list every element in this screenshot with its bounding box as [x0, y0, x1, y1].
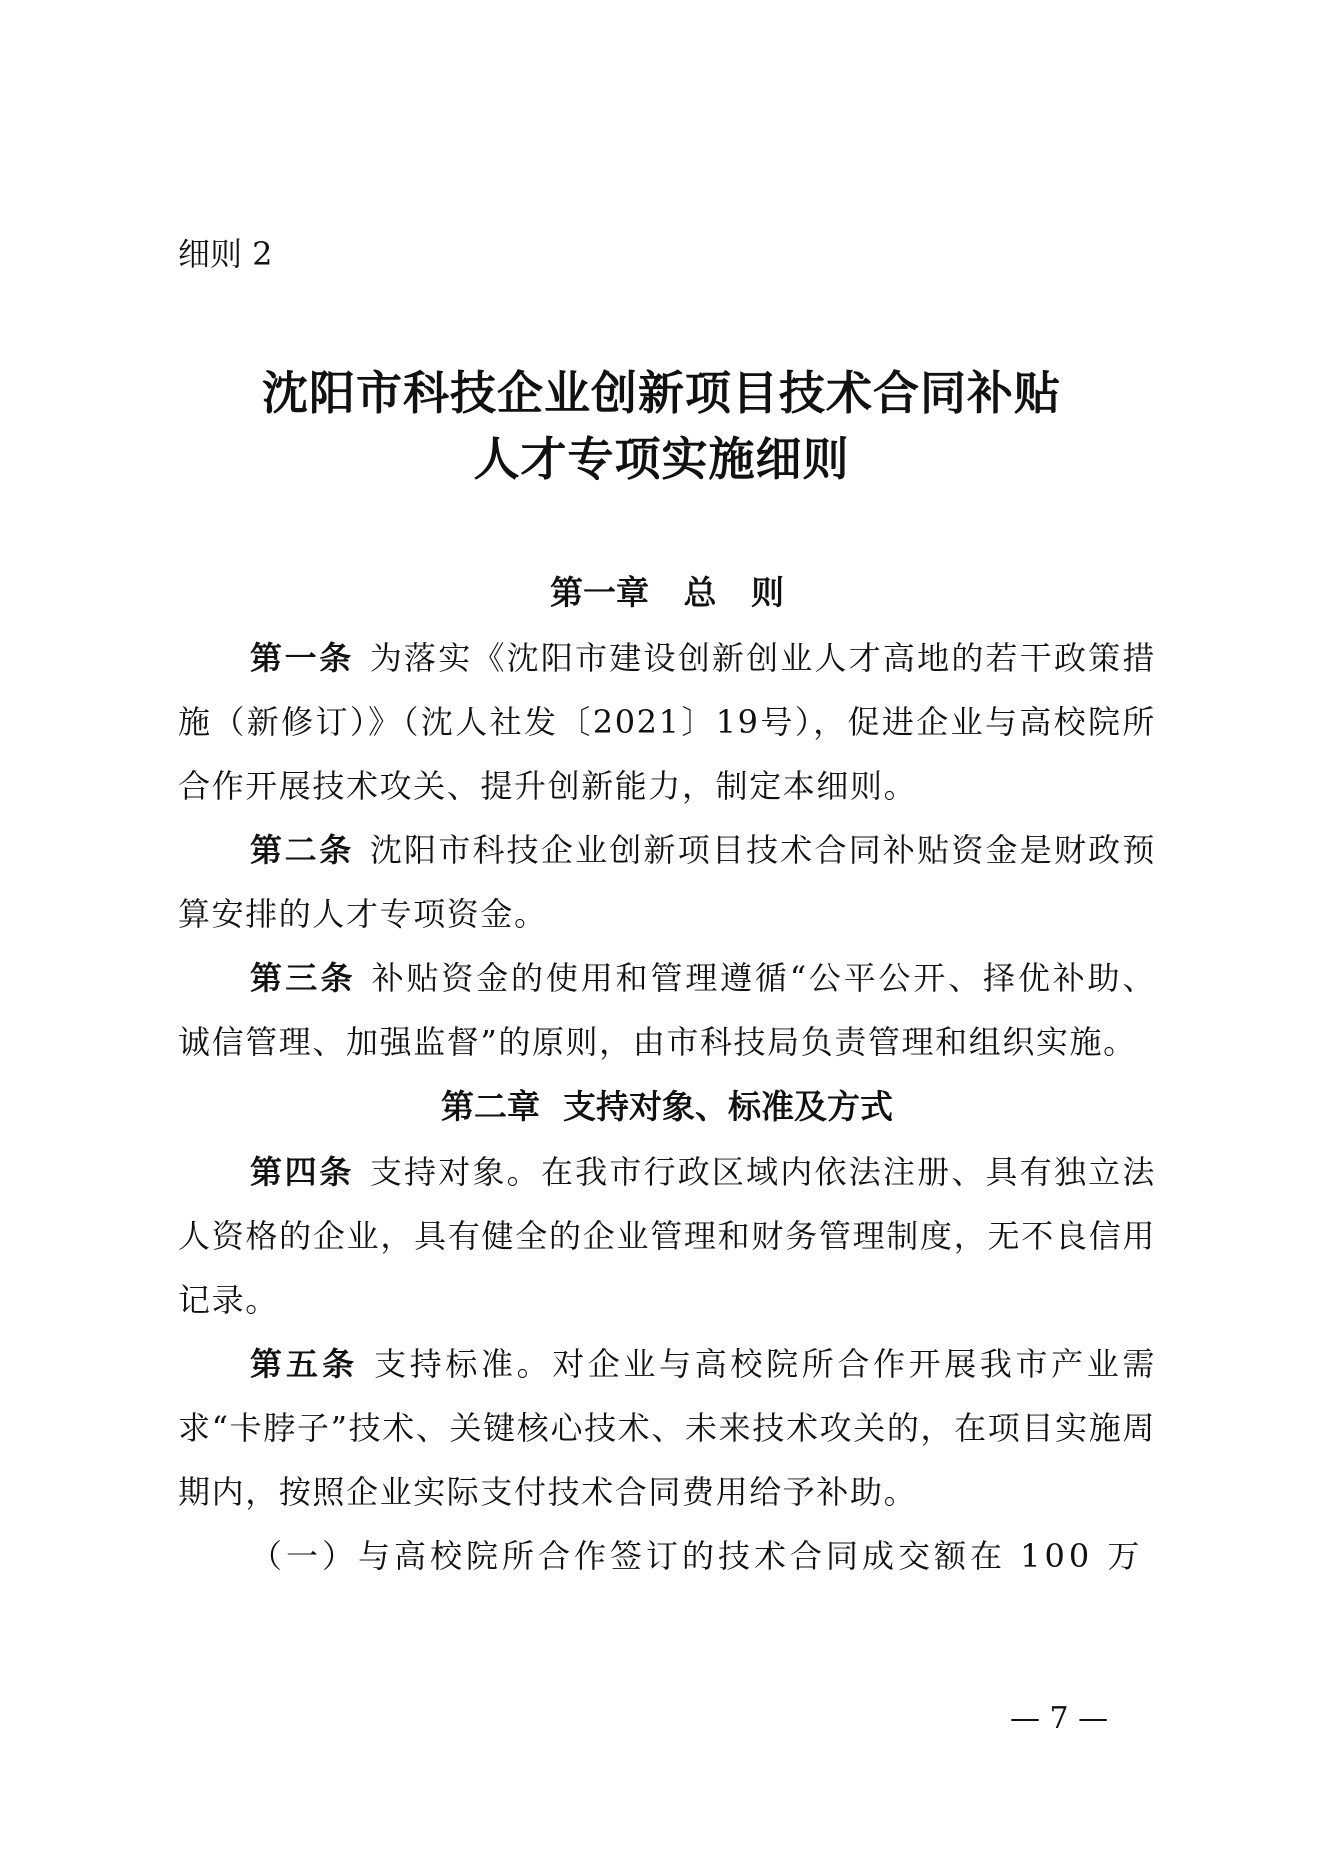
article-3 — [178, 946, 1156, 1074]
article-text: 为落实《沈阳市建设创新创业人才高地的若干政策措施（新修订）》（沈人社发〔2021〕19号），促进企业与高校院所合作开展技术攻关、提升创新能力，制定本细则。 — [178, 639, 1156, 805]
article-text: 补贴资金的使用和管理遵循“公平公开、择优补助、诚信管理、加强监督”的原则，由市科技局负责管理和组织实施。 — [178, 959, 1156, 1061]
document-body — [178, 560, 1156, 1588]
article-5 — [178, 1332, 1156, 1524]
article-1 — [178, 626, 1156, 818]
page-number: — 7 — — [1010, 1701, 1109, 1736]
article-label: 第一条 — [250, 639, 354, 677]
article-label: 第四条 — [250, 1153, 354, 1191]
attachment-label: 细则 2 — [178, 235, 273, 273]
article-text: 支持对象。在我市行政区域内依法注册、具有独立法人资格的企业，具有健全的企业管理和财务管理制度，无不良信用记录。 — [178, 1153, 1156, 1319]
article-4 — [178, 1140, 1156, 1332]
article-text: 沈阳市科技企业创新项目技术合同补贴资金是财政预算安排的人才专项资金。 — [178, 831, 1156, 933]
article-2 — [178, 818, 1156, 946]
chapter-heading-1: 第一章 总 则 — [550, 573, 784, 612]
document-title — [0, 360, 1323, 492]
list-item-1: （一）与高校院所合作签订的技术合同成交额在 100 万 — [250, 1537, 1144, 1575]
document-title-line-1: 沈阳市科技企业创新项目技术合同补贴 — [262, 366, 1061, 420]
chapter-heading-2: 第二章 支持对象、标准及方式 — [441, 1087, 893, 1126]
article-label: 第二条 — [250, 831, 354, 869]
document-title-line-2: 人才专项实施细则 — [473, 432, 850, 486]
article-text: 支持标准。对企业与高校院所合作开展我市产业需求“卡脖子”技术、关键核心技术、未来技术攻关的，在项目实施周期内，按照企业实际支付技术合同费用给予补助。 — [178, 1345, 1156, 1511]
article-label: 第三条 — [250, 959, 356, 997]
article-label: 第五条 — [250, 1345, 359, 1383]
